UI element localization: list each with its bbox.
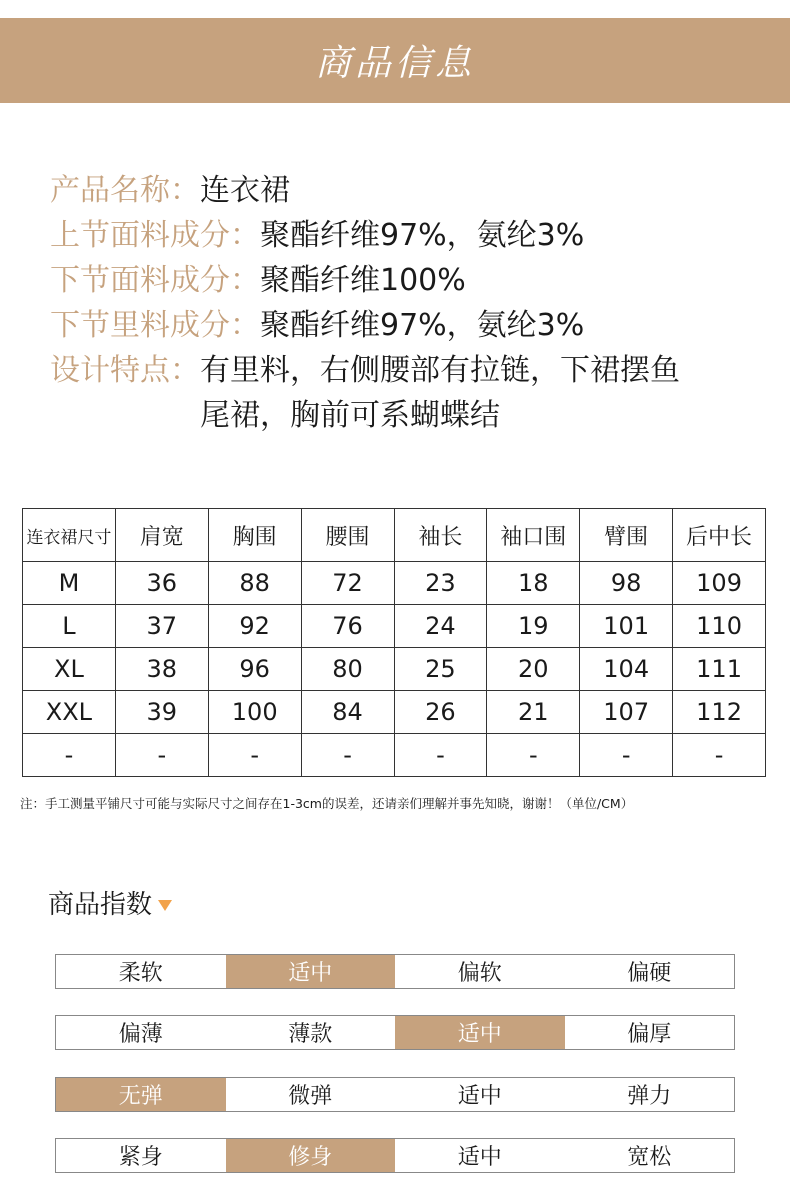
scale-option: 弹力 — [627, 1084, 672, 1109]
scale-option: 柔软 — [118, 961, 163, 986]
info-row-lower-fabric — [50, 258, 750, 303]
header-cell: 胸围 — [208, 509, 301, 562]
header-cell: 臂围 — [580, 509, 673, 562]
size-cell: M — [23, 562, 116, 605]
size-cell: 96 — [208, 648, 301, 691]
size-cell: 76 — [301, 605, 394, 648]
size-cell: 20 — [487, 648, 580, 691]
header-cell: 袖长 — [394, 509, 487, 562]
header-banner — [0, 18, 790, 103]
info-value: 有里料，右侧腰部有拉链，下裙摆鱼尾裙，胸前可系蝴蝶结 — [200, 353, 680, 433]
size-cell: - — [487, 734, 580, 777]
scale-option: 偏软 — [457, 961, 502, 986]
size-cell: 84 — [301, 691, 394, 734]
header-cell: 肩宽 — [115, 509, 208, 562]
size-cell: XL — [23, 648, 116, 691]
header-title: 商品信息 — [314, 43, 475, 84]
table-row — [23, 605, 766, 648]
header-cell: 连衣裙尺寸 — [23, 509, 116, 562]
size-cell: 100 — [208, 691, 301, 734]
header-cell: 袖口围 — [487, 509, 580, 562]
scale-option: 适中 — [457, 1084, 502, 1109]
size-cell: 88 — [208, 562, 301, 605]
size-cell: 26 — [394, 691, 487, 734]
info-label: 设计特点： — [50, 353, 200, 388]
info-value: 连衣裙 — [200, 173, 290, 208]
size-cell: 98 — [580, 562, 673, 605]
size-cell: XXL — [23, 691, 116, 734]
product-index-label: 商品指数 — [48, 890, 153, 920]
size-cell: 72 — [301, 562, 394, 605]
size-cell: 112 — [673, 691, 766, 734]
size-cell: 18 — [487, 562, 580, 605]
product-info — [50, 168, 750, 438]
measurement-note: 注：手工测量平铺尺寸可能与实际尺寸之间存在1-3cm的误差，还请亲们理解并事先知晓，谢谢！（单位/CM） — [20, 796, 634, 811]
scale-option: 宽松 — [627, 1145, 672, 1170]
info-value: 聚酯纤维97%，氨纶3% — [260, 218, 585, 253]
scale-option: 微弹 — [288, 1084, 333, 1109]
scale-option: 适中 — [457, 1145, 502, 1170]
header-cell: 后中长 — [673, 509, 766, 562]
size-cell: 23 — [394, 562, 487, 605]
size-cell: - — [301, 734, 394, 777]
size-cell: 107 — [580, 691, 673, 734]
size-cell: 110 — [673, 605, 766, 648]
size-table — [22, 508, 766, 777]
elasticity-scale — [55, 1077, 735, 1112]
info-row-features — [50, 348, 750, 438]
table-row — [23, 734, 766, 777]
size-cell: - — [23, 734, 116, 777]
scale-option: 偏厚 — [627, 1022, 672, 1047]
size-cell: - — [208, 734, 301, 777]
size-cell: 36 — [115, 562, 208, 605]
scale-option: 修身 — [226, 1139, 396, 1172]
size-cell: 38 — [115, 648, 208, 691]
table-row — [23, 648, 766, 691]
info-label: 下节里料成分： — [50, 308, 260, 343]
fit-scale — [55, 1138, 735, 1173]
scale-option: 偏硬 — [627, 961, 672, 986]
size-cell: 25 — [394, 648, 487, 691]
thickness-scale — [55, 1015, 735, 1050]
softness-scale — [55, 954, 735, 989]
info-row-lower-lining — [50, 303, 750, 348]
size-cell: 111 — [673, 648, 766, 691]
size-cell: 109 — [673, 562, 766, 605]
scale-option: 薄款 — [288, 1022, 333, 1047]
header-cell: 腰围 — [301, 509, 394, 562]
size-cell: 92 — [208, 605, 301, 648]
info-row-upper-fabric — [50, 213, 750, 258]
size-cell: - — [673, 734, 766, 777]
size-cell: - — [580, 734, 673, 777]
size-cell: 101 — [580, 605, 673, 648]
table-row — [23, 691, 766, 734]
info-value: 聚酯纤维100% — [260, 263, 466, 298]
scale-option: 适中 — [226, 955, 396, 988]
info-label: 下节面料成分： — [50, 263, 260, 298]
size-cell: 21 — [487, 691, 580, 734]
info-value: 聚酯纤维97%，氨纶3% — [260, 308, 585, 343]
triangle-down-icon — [158, 900, 172, 911]
size-cell: 37 — [115, 605, 208, 648]
table-row — [23, 562, 766, 605]
size-cell: 24 — [394, 605, 487, 648]
size-cell: 104 — [580, 648, 673, 691]
scale-option: 无弹 — [56, 1078, 226, 1111]
size-cell: L — [23, 605, 116, 648]
product-index-title — [48, 884, 172, 921]
size-cell: - — [115, 734, 208, 777]
size-cell: 19 — [487, 605, 580, 648]
size-cell: 39 — [115, 691, 208, 734]
scale-option: 适中 — [395, 1016, 565, 1049]
scale-option: 紧身 — [118, 1145, 163, 1170]
info-row-name — [50, 168, 750, 213]
info-label: 上节面料成分： — [50, 218, 260, 253]
size-table-header — [23, 509, 766, 562]
scale-option: 偏薄 — [118, 1022, 163, 1047]
size-cell: - — [394, 734, 487, 777]
size-cell: 80 — [301, 648, 394, 691]
info-label: 产品名称： — [50, 173, 200, 208]
